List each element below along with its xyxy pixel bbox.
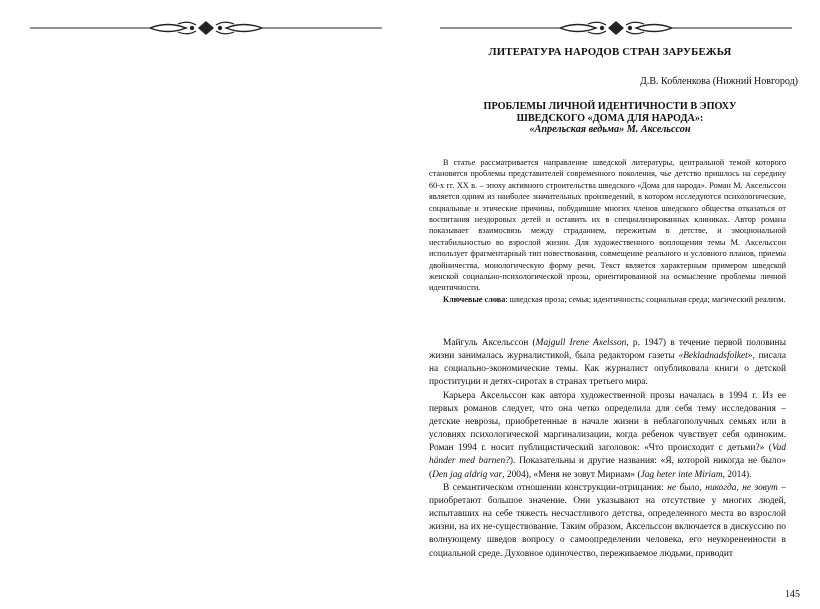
para3-text-1: В семантическом отношении конструкции-отрицания: <box>443 482 668 493</box>
keywords-line <box>429 294 786 305</box>
body-paragraph-3 <box>429 482 786 561</box>
para2-italic-1: Vad händer med barnen? <box>429 443 786 467</box>
right-ornament-rule <box>440 20 792 36</box>
abstract-text: В статье рассматривается направление шведской литературы, центральной темой которого становятся проблемы представителей современного поколения, чье детство пришлось на середину 60-х гг. XX в. – эпоху активного строительства шведского «Дома для народа». Роман М. Аксельссон является одним из наиболее значительных произведений, в котором исследуются психологические, социальные и этические причины, побудившие многих членов шведского общества отказаться от воспитания нездоровых детей и оставить их в специализированных клиниках. Автор романа показывает взаимосвязь между страданием, пережитым в детстве, и эмоциональной нестабильностью во взрослой жизни. Для художественного воплощения темы М. Аксельссон использует фрагментарный тип повествования, совмещение реального и условного планов, приемы двойничества, монологическую форму речи. Текст является характерным примером шведской женской социально-психологической прозы, ориентированной на осмысление проблемы личной идентичности. <box>429 158 786 293</box>
running-header: ЛИТЕРАТУРА НАРОДОВ СТРАН ЗАРУБЕЖЬЯ <box>488 46 732 58</box>
para2-italic-2: Den jag aldrig var <box>432 469 503 480</box>
article-title <box>420 101 800 136</box>
article-body <box>429 337 786 561</box>
para1-text-2: р. 1947) в течение первой половины жизни занималась журналистикой, была редактором газеты <box>429 338 786 362</box>
para1-italic-2: «Bekladnadsfolket» <box>678 351 753 362</box>
title-line-1: ПРОБЛЕМЫ ЛИЧНОЙ ИДЕНТИЧНОСТИ В ЭПОХУ <box>483 101 737 112</box>
para1-italic-1: Majgull Irene Axelsson, <box>535 338 629 348</box>
para2-text-4: 2014). <box>724 469 752 480</box>
left-ornament-rule <box>30 20 382 36</box>
article-author: Д.В. Кобленкова (Нижний Новгород) <box>640 76 798 87</box>
para2-text-1: Карьера Аксельссон как автора художественной прозы началась в 1994 г. Из ее первых романов следует, что она четко определила для себя тему исследования – детские неврозы, приобретенные в начале жизни в неблагополучных семьях или в условиях психологической маргинализации, когда ребенок чувствует себя одиноким. Роман 1994 г. носит публицистический заголовок: «Что происходит с детьми?» ( <box>429 390 786 454</box>
para2-text-2: ). Показательны и другие названия: «Я, которой никогда не было» ( <box>429 456 786 480</box>
page-number: 145 <box>785 589 800 600</box>
para1-text-1: Майгуль Аксельссон ( <box>443 338 536 348</box>
title-line-2: ШВЕДСКОГО «ДОМА ДЛЯ НАРОДА»: <box>516 112 704 124</box>
body-paragraph-2 <box>429 390 786 482</box>
para3-italic-1: не было, никогда, не зовут <box>667 482 778 493</box>
abstract <box>429 157 786 305</box>
para3-text-2: – приобретают большое значение. Они указывают на отсутствие у многих людей, испытавших на себе тяжесть несчастливого детства, определенного места во взрослой жизни, на их не-существование. Таким образом, Аксельссон включается в дискуссию по волнующему шведов вопросу о самоопределении человека, его неукорененности в социальной среде. Духовное одиночество, переживаемое людьми, приводит <box>429 482 786 559</box>
keywords-label: Ключевые слова <box>443 294 506 304</box>
para2-italic-3: Jag heter inte Miriam, <box>640 469 725 480</box>
para1-text-3: , писала на социально-экономические темы. Как журналист опубликовала книги о детской проституции и детях-сиротах в странах третьего мира. <box>429 351 786 388</box>
keywords-text: : шведская проза; семья; идентичность; социальная среда; магический реализм. <box>505 294 786 304</box>
body-paragraph-1 <box>429 337 786 390</box>
title-subtitle: «Апрельская ведьма» М. Аксельссон <box>529 124 691 135</box>
para2-text-3: , 2004), «Меня не зовут Мириам» ( <box>502 469 641 480</box>
